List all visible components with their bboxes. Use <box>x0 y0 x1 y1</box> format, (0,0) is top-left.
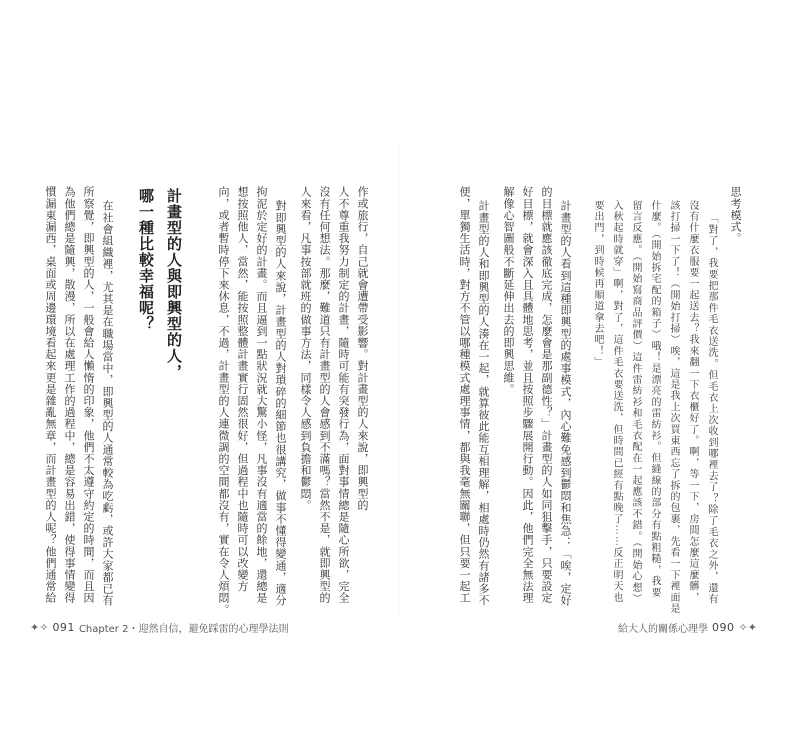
paragraph-line: 便，單獨生活時，對方不管以哪種模式處理事情，都與我毫無關聯，但只要一起工 <box>458 186 471 604</box>
quote-line: 什麼。（開始拆宅配的箱子）哦！是漂亮的雷紡衫。但縫線的部分有點粗糙，我要 <box>649 200 660 599</box>
paragraph-line: 的目標就應該徹底完成，怎麼會是那副德性？」計畫型的人如同狙擊手，只要設定 <box>540 186 553 604</box>
quote-line: 要出門，到時候再順道拿去吧！」 <box>592 200 603 368</box>
paragraph-line: 計畫型的人和即興型的人湊在一起，就算彼此能互相理解，相處時仍然有諸多不 <box>477 200 490 606</box>
gutter <box>399 140 401 620</box>
page-number: 090 <box>712 621 735 634</box>
paragraph-line: 人來看，凡事按部就班的做事方法，同樣令人感到負擔和鬱悶。 <box>299 186 312 511</box>
quote-line: 留言反應。（開始寫商品評價）這件雷紡衫和毛衣配在一起應該不錯。（開始心想） <box>630 200 641 605</box>
paragraph-line: 拘泥於定好的計畫。而且逼到一點狀況就大驚小怪，凡事沒有適當的餘地，還總是 <box>255 186 268 604</box>
paragraph-line: 想按照他人，當然，能按照整體計畫實行固然很好，但過程中也隨時可以改變方 <box>236 186 249 592</box>
quote-line: 該打掃一下了！（開始打掃）唉，這是我上次買東西忘了拆的包裹，先看一下裡面是 <box>668 200 679 615</box>
page-number: 091 <box>52 621 75 634</box>
right-footer <box>618 620 757 635</box>
paragraph-line: 慣漏東漏西，桌面或周邊環境看起來更是雜亂無章，而計畫型的人呢？他們通常給 <box>44 186 57 604</box>
paragraph-line: 所察覺，即興型的人，一般會給人懶惰的印象，他們不太遵守約定的時間，而且因 <box>82 186 95 604</box>
paragraph-line: 在社會組織裡，尤其是在職場當中，即興型的人通常較為吃虧，或許大家都已有 <box>101 200 114 606</box>
paragraph-line: 好目標，就會深入且具體地思考，並且按照步驟展開行動。因此，他們完全無法理 <box>521 186 534 604</box>
sparkle-icon: ✧✦ <box>738 621 757 634</box>
left-footer <box>30 620 288 635</box>
quote-line: 入秋起時就穿」啊，對了，這件毛衣要送洗，但時間已經有點晚了⋯⋯反正明天也 <box>611 200 622 604</box>
paragraph-line: 作或旅行，自己就會遭帶受影響。對計畫型的人來說，即興型的 <box>356 186 369 511</box>
quote-line: 沒有什麼衣服要一起送去？我來翻一下衣櫃好了。啊，等一下，房間怎麼這麼髒， <box>687 200 698 604</box>
intro-line: 思考模式。 <box>729 186 742 244</box>
section-heading: 計畫型的人與即興型的人， <box>165 188 183 380</box>
paragraph-line: 解像心智圖般不斷延伸出去的即興思維。 <box>502 186 515 395</box>
paragraph-line: 沒有任何想法。那麼，難道只有計畫型的人會感到不滿嗎？當然不是，就即興型的 <box>318 186 331 604</box>
section-heading: 哪一種比較幸福呢？ <box>137 188 155 332</box>
quote-line: 「對了，我要把那件毛衣送洗。但毛衣上次收到哪裡去了？除了毛衣之外，還有 <box>706 213 717 605</box>
paragraph-line: 為他們總是隨興，散漫，所以在處理工作的過程中，總是容易出錯，使得事情變得 <box>63 186 76 604</box>
running-head: Chapter 2・迎然自信，避免踩雷的心理學法則 <box>78 624 289 635</box>
paragraph-line: 向，或者暫時停下來休息，不過，計畫型的人連微調的空間都沒有，實在令人煩悶。 <box>217 186 230 616</box>
running-head: 給大人的關係心理學 <box>618 624 708 635</box>
paragraph-line: 對即興型的人來說，計畫型的人對瑣碎的細節也很講究，做事不懂得變通，適分 <box>274 200 287 606</box>
paragraph-line: 計畫型的人看到這種即興型的處事模式，內心難免感到鬱悶和焦急：「唉，定好 <box>559 200 572 606</box>
paragraph-line: 人不尊重我努力制定的計畫，隨時可能有突發行為，面對事情總是隨心所欲，完全 <box>337 186 350 604</box>
sparkle-icon: ✦✧ <box>30 621 49 634</box>
